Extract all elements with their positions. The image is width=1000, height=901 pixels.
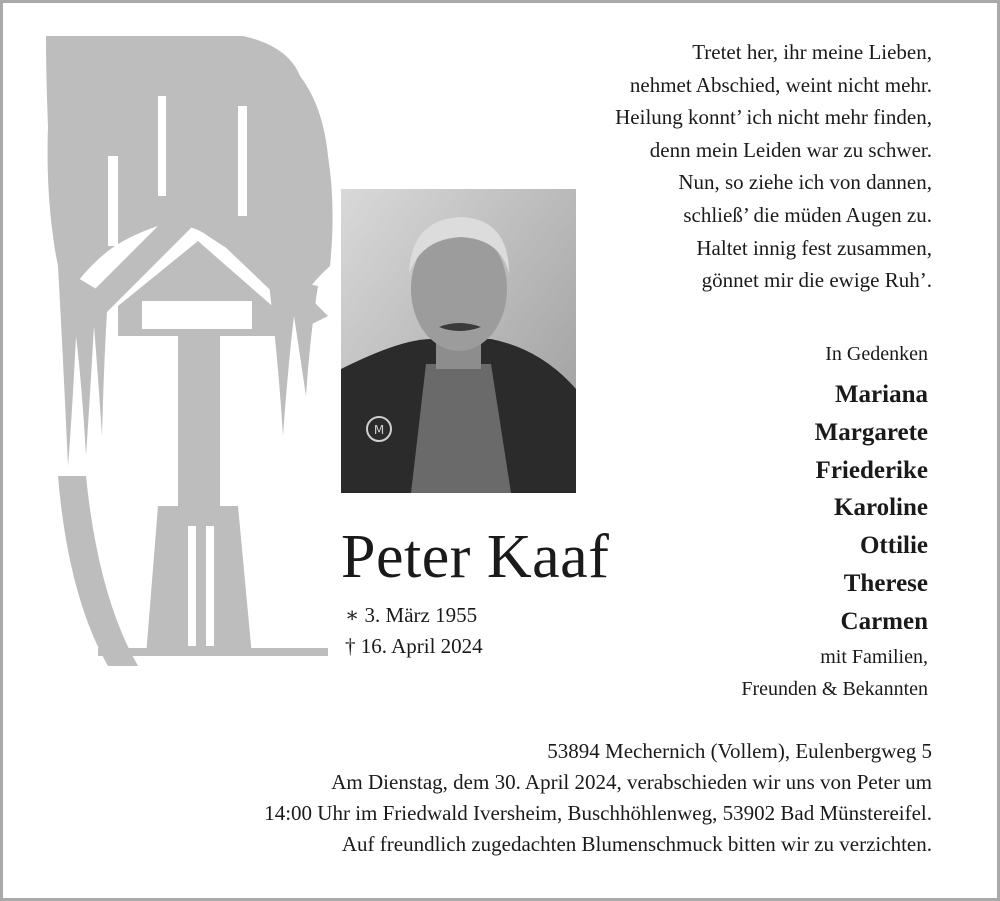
mourners-tail: mit Familien,: [820, 645, 928, 668]
jacket-logo: M: [373, 423, 385, 437]
location-line: 14:00 Uhr im Friedwald Iversheim, Buschhöhlenweg, 53902 Bad Münstereifel.: [264, 801, 932, 825]
deceased-name: Peter Kaaf: [341, 523, 610, 591]
tree-and-wayside-cross-illustration: [38, 36, 338, 666]
poem-line: Heilung konnt’ ich nicht mehr finden,: [615, 105, 932, 130]
poem-line: schließ’ die müden Augen zu.: [683, 202, 932, 227]
mourner-name: Margarete: [814, 418, 928, 446]
mourner-name: Friederike: [815, 456, 928, 484]
poem-line: denn mein Leiden war zu schwer.: [649, 137, 932, 162]
poem-line: Tretet her, ihr meine Lieben,: [692, 40, 932, 64]
life-dates: [345, 600, 483, 662]
funeral-details: [72, 736, 932, 860]
ceremony-line: Am Dienstag, dem 30. April 2024, verabschieden wir uns von Peter um: [331, 770, 932, 794]
mourners-block: [628, 338, 928, 705]
poem-line: Haltet innig fest zusammen,: [696, 235, 932, 260]
mourner-name: Carmen: [840, 607, 928, 635]
mourners-tail: Freunden & Bekannten: [741, 677, 928, 700]
poem-line: Nun, so ziehe ich von dannen,: [678, 170, 932, 195]
poem-line: nehmet Abschied, weint nicht mehr.: [629, 72, 932, 97]
mourner-name: Therese: [843, 569, 928, 597]
poem: [512, 36, 932, 297]
mourner-name: Mariana: [834, 381, 928, 408]
death-date: † 16. April 2024: [345, 634, 483, 658]
poem-line: gönnet mir die ewige Ruh’.: [701, 268, 932, 293]
address-line: 53894 Mechernich (Vollem), Eulenbergweg 5: [547, 739, 932, 763]
mourners-intro: In Gedenken: [825, 343, 928, 365]
birth-date: ∗ 3. März 1955: [345, 603, 478, 627]
flowers-note: Auf freundlich zugedachten Blumenschmuck bitten wir zu verzichten.: [341, 832, 932, 856]
mourner-name: Karoline: [834, 494, 928, 522]
mourner-name: Ottilie: [859, 532, 928, 560]
